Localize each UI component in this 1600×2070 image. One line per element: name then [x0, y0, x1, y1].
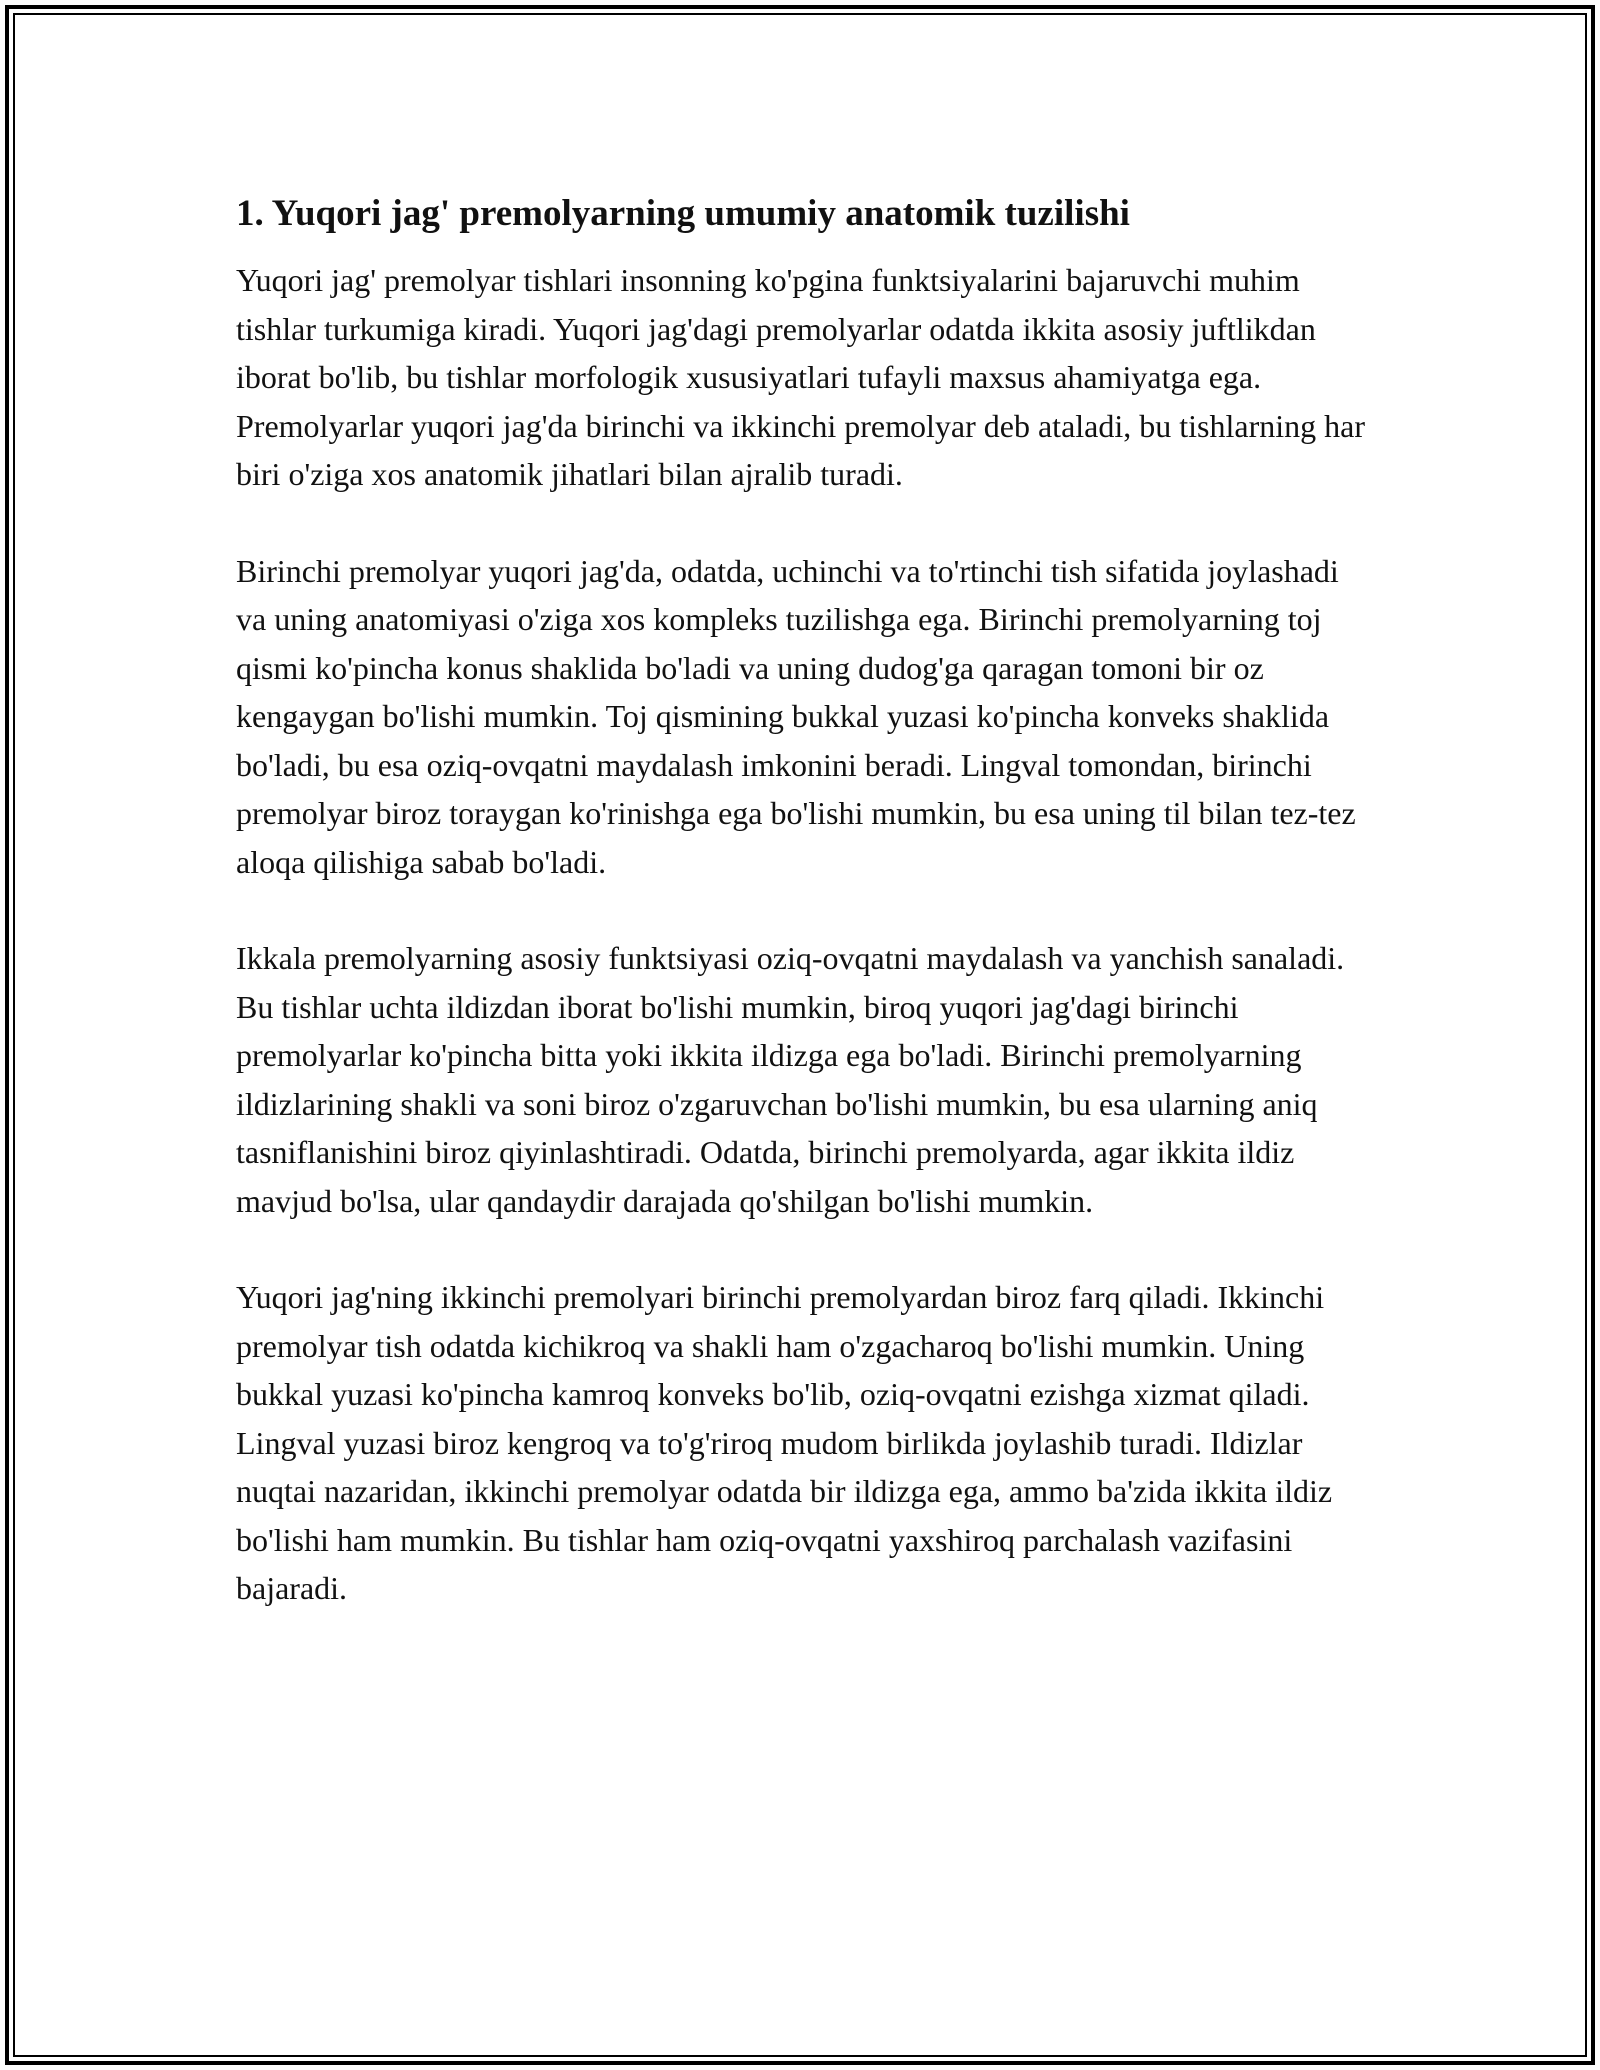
- paragraph-4: Yuqori jag'ning ikkinchi premolyari birinchi premolyardan biroz farq qiladi. Ikkinchi premolyar tish odatda kichikroq va shakli ham o'zgacharoq bo'lishi mumkin. Uning bukkal yuzasi ko'pincha kamroq konveks bo'lib, oziq-ovqatni ezishga xizmat qiladi. Lingval yuzasi biroz kengroq va to'g'riroq mudom birlikda joylashib turadi. Ildizlar nuqtai nazaridan, ikkinchi premolyar odatda bir ildizga ega, ammo ba'zida ikkita ildiz bo'lishi ham mumkin. Bu tishlar ham oziq-ovqatni yaxshiroq parchalash vazifasini bajaradi.: [236, 1279, 1333, 1606]
- paragraph-1: Yuqori jag' premolyar tishlari insonning ko'pgina funktsiyalarini bajaruvchi muhim tishlar turkumiga kiradi. Yuqori jag'dagi premolyarlar odatda ikkita asosiy juftlikdan iborat bo'lib, bu tishlar morfologik xususiyatlari tufayli maxsus ahamiyatga ega. Premolyarlar yuqori jag'da birinchi va ikkinchi premolyar deb ataladi, bu tishlarning har biri o'ziga xos anatomik jihatlari bilan ajralib turadi.: [236, 262, 1365, 492]
- document-body: [236, 188, 1376, 1661]
- paragraph-2: Birinchi premolyar yuqori jag'da, odatda, uchinchi va to'rtinchi tish sifatida joylashadi va uning anatomiyasi o'ziga xos kompleks tuzilishga ega. Birinchi premolyarning toj qismi ko'pincha konus shaklida bo'ladi va uning dudog'ga qaragan tomoni bir oz kengaygan bo'lishi mumkin. Toj qismining bukkal yuzasi ko'pincha konveks shaklida bo'ladi, bu esa oziq-ovqatni maydalash imkonini beradi. Lingval tomondan, birinchi premolyar biroz toraygan ko'rinishga ega bo'lishi mumkin, bu esa uning til bilan tez-tez aloqa qilishiga sabab bo'ladi.: [236, 552, 1356, 880]
- paragraph-3: Ikkala premolyarning asosiy funktsiyasi oziq-ovqatni maydalash va yanchish sanaladi. Bu tishlar uchta ildizdan iborat bo'lishi mumkin, biroq yuqori jag'dagi birinchi premolyarlar ko'pincha bitta yoki ikkita ildizga ega bo'ladi. Birinchi premolyarning ildizlarining shakli va soni biroz o'zgaruvchan bo'lishi mumkin, bu esa ularning aniq tasniflanishini biroz qiyinlashtiradi. Odatda, birinchi premolyarda, agar ikkita ildiz mavjud bo'lsa, ular qandaydir darajada qo'shilgan bo'lishi mumkin.: [236, 940, 1345, 1219]
- section-title: 1. Yuqori jag' premolyarning umumiy anatomik tuzilishi: [236, 193, 1130, 234]
